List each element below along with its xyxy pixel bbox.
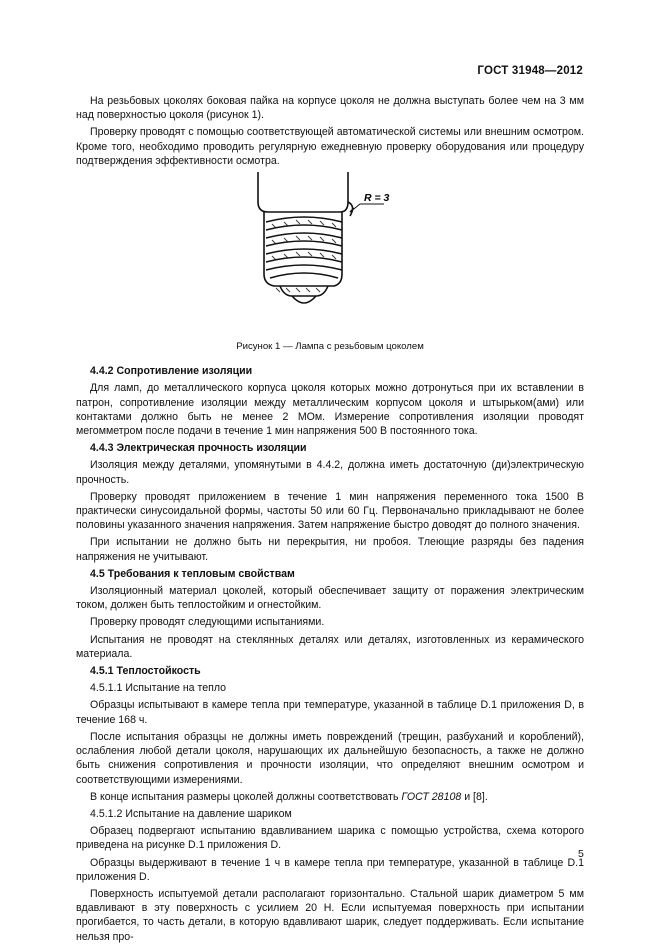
paragraph: Изоляционный материал цоколей, который обеспечивает защиту от поражения электрическим током, должен быть теплостойким и огнестойким. [76, 585, 584, 612]
paragraph: Поверхность испытуемой детали располагают горизонтально. Стальной шарик диаметром 5 мм вдавливают в эту поверхность с усилием 20 Н. Если испытуемая поверхность при испытании прогибается, то часть детали, в которую вдавливают шарик, следует поддерживать. Если испытание нельзя про- [76, 887, 584, 943]
paragraph: Образцы выдерживают в течение 1 ч в камере тепла при температуре, указанной в таблице D.1 приложения D. [76, 856, 584, 883]
lamp-base-drawing [236, 172, 426, 322]
page-body [76, 94, 584, 947]
paragraph: Проверку проводят приложением в течение 1 мин напряжения переменного тока 1500 В практически синусоидальной формы, частоты 50 или 60 Гц. Первоначально прикладывают не более половины указанного значения напряжения. Затем напряжение быстро доводят до полного значения. [76, 490, 584, 532]
paragraph: Проверку проводят с помощью соответствующей автоматической системы или внешним осмотром. Кроме того, необходимо проводить регулярную ежедневную проверку оборудования или процедуру подтверждения эффективности осмотра. [76, 126, 584, 167]
subsection-title-4-5-1-1: 4.5.1.1 Испытание на тепло [90, 682, 227, 695]
figure-lamp-base [76, 172, 584, 340]
radius-label: R = 3 [364, 192, 390, 205]
paragraph: Для ламп, до металлического корпуса цоколя которых можно дотронуться при их вставлении в патрон, сопротивление изоляции между металлическим корпусом цоколя и штырьком(ами) или контактами должно быть не менее 2 МОм. Измерение сопротивления изоляции проводят мегомметром после подачи в течение 1 мин напряжения 500 В постоянного тока. [76, 382, 584, 438]
document-code: ГОСТ 31948—2012 [477, 65, 583, 77]
section-heading-4-4-3: 4.4.3 Электрическая прочность изоляции [90, 442, 307, 455]
paragraph: Образец подвергают испытанию вдавливанием шарика с помощью устройства, схема которого приведена на рисунке D.1 приложения D. [76, 825, 584, 852]
section-heading-4-4-2: 4.4.2 Сопротивление изоляции [90, 365, 253, 378]
paragraph: На резьбовых цоколях боковая пайка на корпусе цоколя не должна выступать более чем на 3 мм над поверхностью цоколя (рисунок 1). [76, 95, 584, 122]
paragraph: Образцы испытывают в камере тепла при температуре, указанной в таблице D.1 приложения D, в течение 168 ч. [76, 699, 584, 726]
paragraph: После испытания образцы не должны иметь повреждений (трещин, разбуханий и короблений), ослабления любой детали цоколя, нарушающих их дальнейшую безопасность, а также не должно быть снижения сопротивления и прочности изоляции, что определяют внешним осмотром и соответствующими измерениями. [76, 730, 584, 786]
paragraph: При испытании не должно быть ни перекрытия, ни пробоя. Тлеющие разряды без падения напряжения не учитывают. [76, 536, 584, 563]
paragraph: Испытания не проводят на стеклянных деталях или деталях, изготовленных из керамического материала. [76, 633, 584, 660]
page-number: 5 [578, 848, 584, 860]
paragraph: Изоляция между деталями, упомянутыми в 4.4.2, должна иметь достаточную (ди)электрическую прочность. [76, 459, 584, 486]
standard-reference: ГОСТ 28108 [401, 790, 462, 803]
paragraph: В конце испытания размеры цоколей должны соответствовать ГОСТ 28108 и [8]. [90, 790, 488, 803]
subsection-title-4-5-1-2: 4.5.1.2 Испытание на давление шариком [90, 807, 292, 820]
section-heading-4-5-1: 4.5.1 Теплостойкость [90, 665, 201, 678]
section-heading-4-5: 4.5 Требования к тепловым свойствам [90, 567, 295, 580]
figure-caption: Рисунок 1 — Лампа с резьбовым цоколем [236, 341, 424, 353]
paragraph: Проверку проводят следующими испытаниями. [90, 616, 325, 629]
